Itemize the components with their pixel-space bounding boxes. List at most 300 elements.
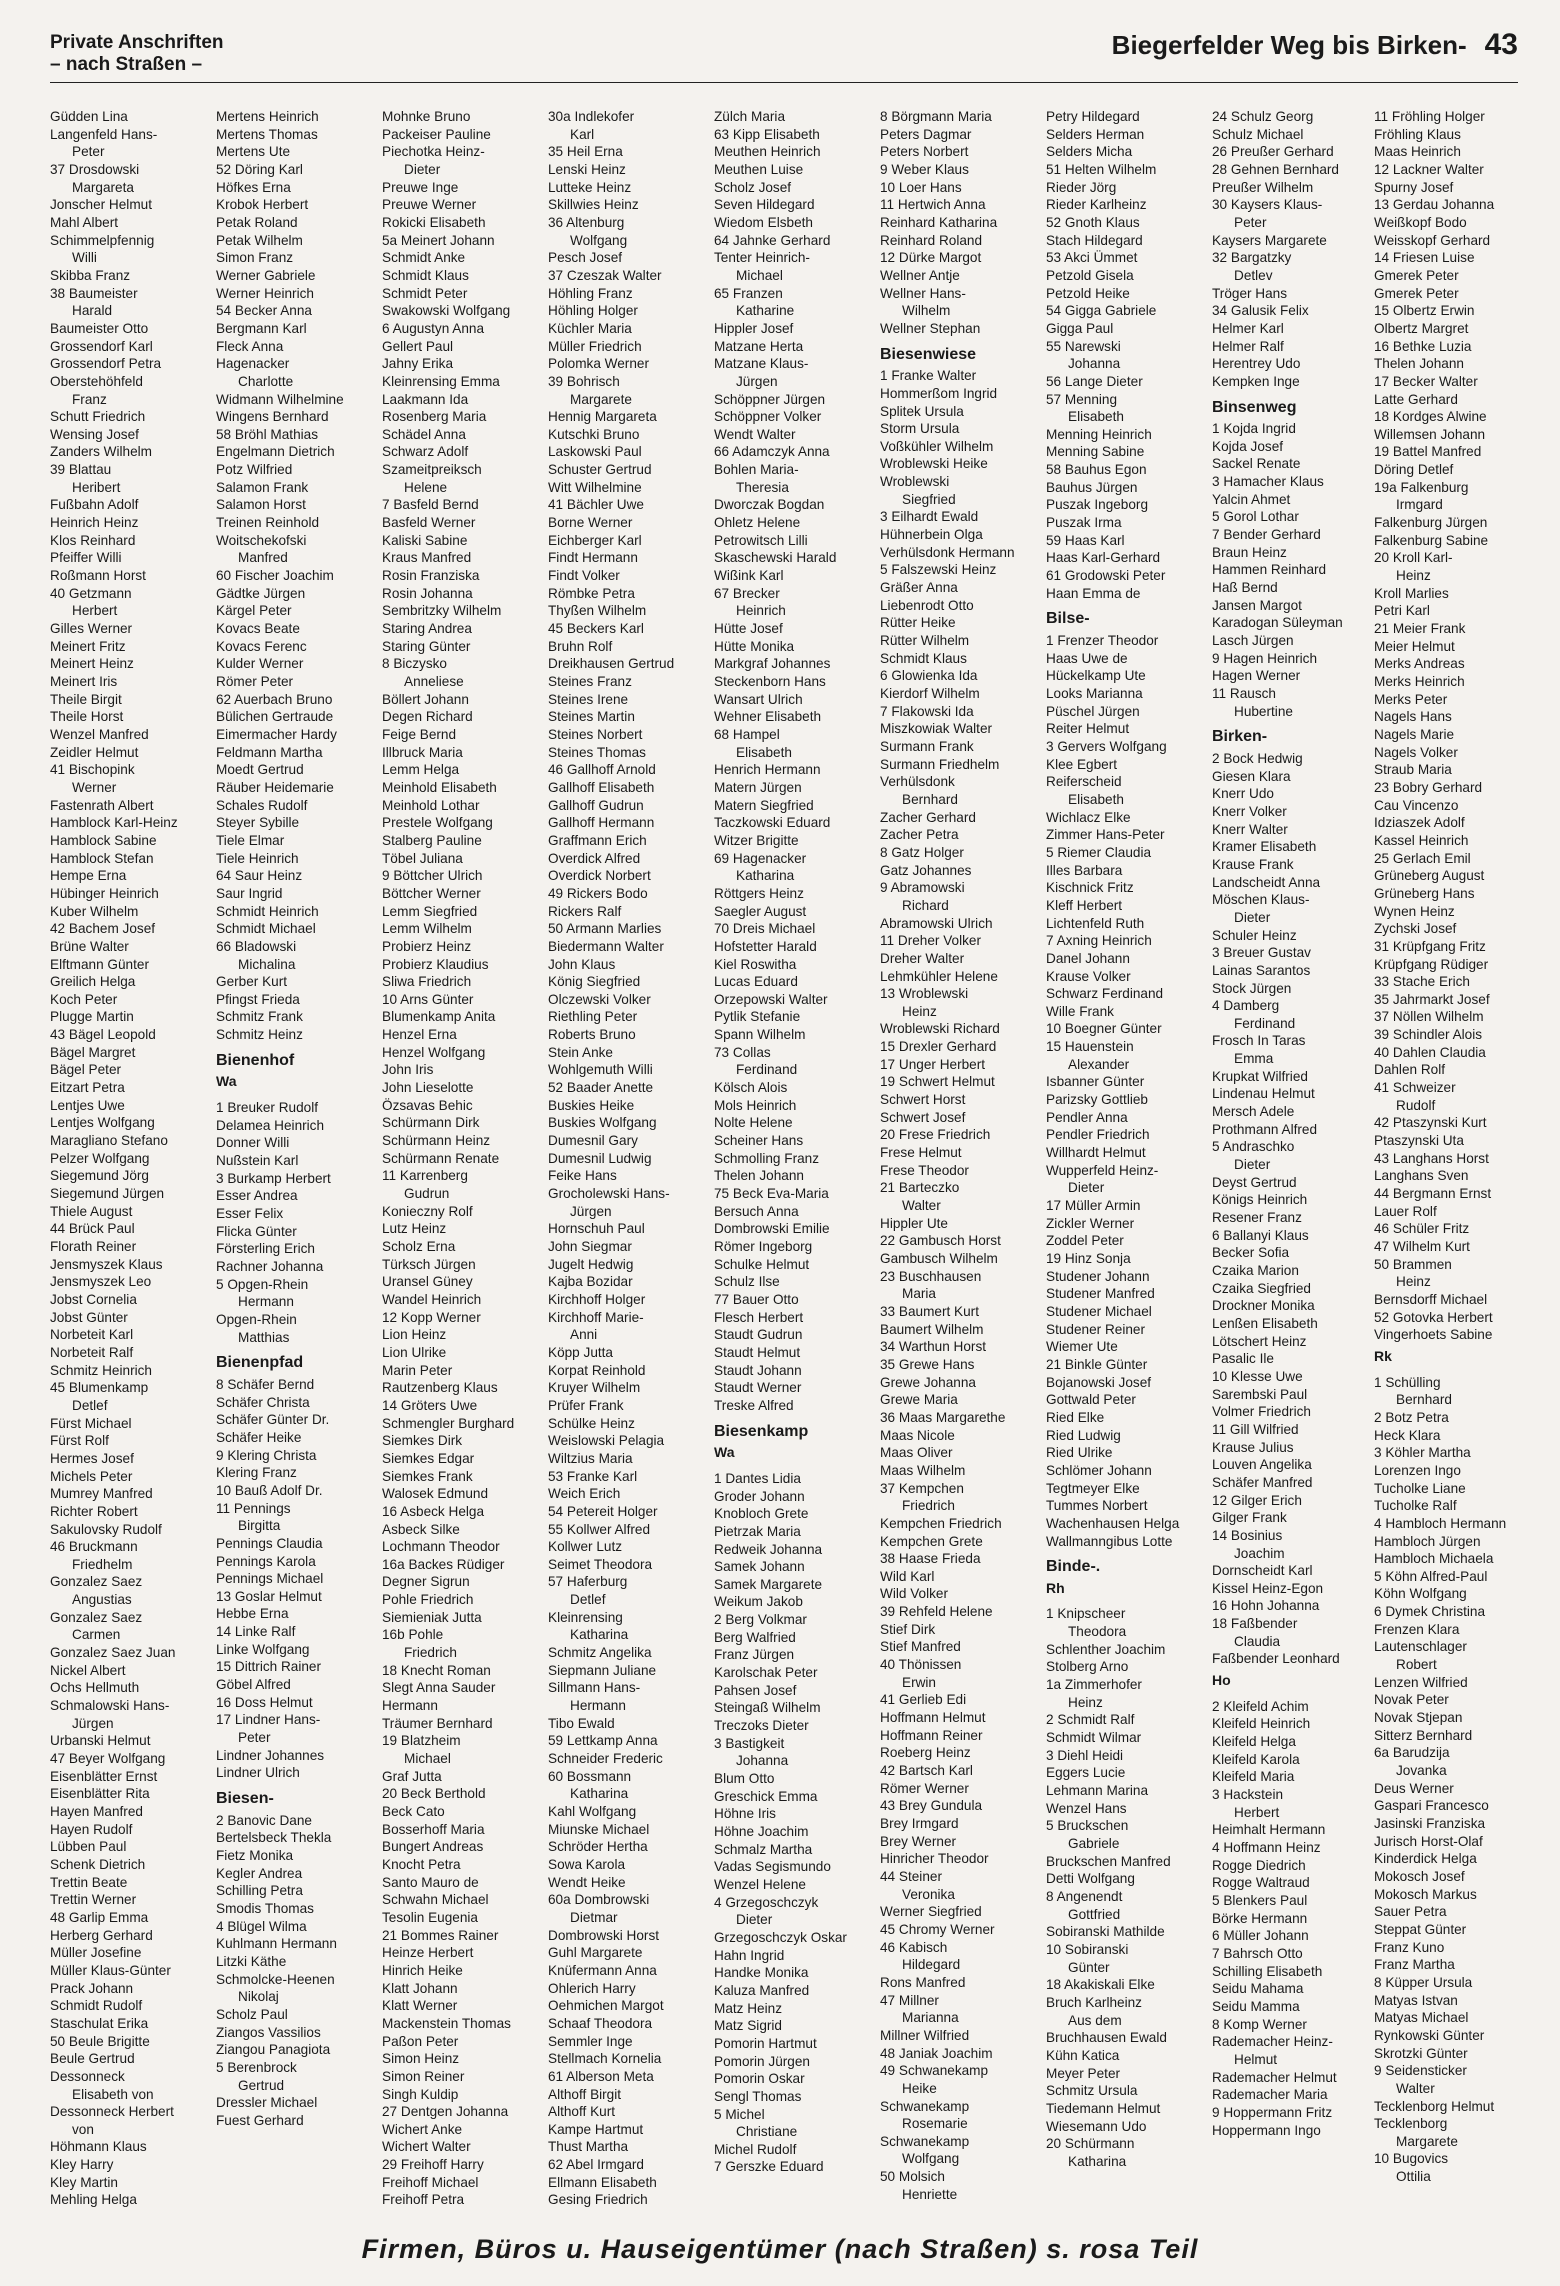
address-entry: Jansen Margot (1212, 597, 1302, 613)
address-entry: Menning Sabine (1046, 444, 1145, 460)
entry-continuation: Michael (404, 1751, 451, 1767)
street-heading: Biesen- (216, 1790, 274, 1808)
address-entry: 19 Hinz Sonja (1046, 1251, 1131, 1266)
address-entry: Kovacs Beate (216, 621, 300, 637)
address-entry: Wild Karl (880, 1568, 935, 1584)
address-entry: Wohlgemuth Willi (548, 1062, 653, 1078)
address-entry: 33 Baumert Kurt (880, 1303, 979, 1319)
address-entry: 14 Friesen Luise (1374, 250, 1475, 266)
entry-continuation: Wilhelm (902, 303, 951, 319)
address-entry: Seidu Mamma (1212, 1998, 1300, 2014)
address-entry: 17 Becker Walter (1374, 373, 1478, 389)
address-entry: Petri Karl (1374, 603, 1430, 619)
address-entry: 49 Rickers Bodo (548, 885, 648, 901)
address-entry: Steckenborn Hans (714, 674, 826, 689)
address-entry: 34 Galusik Felix (1212, 303, 1309, 319)
entry-continuation: Ferdinand (736, 1062, 798, 1078)
address-entry: Stellmach Kornelia (548, 2051, 662, 2067)
address-entry: Marin Peter (382, 1362, 453, 1378)
address-entry: 4 Damberg (1212, 998, 1280, 1014)
address-entry: Henzel Erna (382, 1027, 457, 1043)
address-entry: Kleifeld Karola (1212, 1751, 1300, 1767)
address-entry: Höhmann Klaus (50, 2139, 147, 2155)
address-entry: Beck Cato (382, 1804, 445, 1819)
address-entry: Rosenberg Maria (382, 409, 487, 425)
address-entry: 52 Gnoth Klaus (1046, 214, 1140, 230)
address-entry: Meinert Iris (50, 674, 118, 689)
address-entry: Schaaf Theodora (548, 2015, 653, 2031)
address-entry: 23 Bobry Gerhard (1374, 779, 1483, 795)
address-entry: Gellert Paul (382, 338, 454, 354)
address-entry: 5 Riemer Claudia (1046, 844, 1152, 860)
address-entry: Pfingst Frieda (216, 991, 300, 1007)
address-entry: Merks Peter (1374, 691, 1448, 707)
address-entry: 39 Blattau (50, 462, 112, 478)
address-entry: 3 Diehl Heidi (1046, 1747, 1124, 1763)
address-entry: Weislowski Pelagia (548, 1433, 665, 1449)
address-entry: 33 Stache Erich (1374, 974, 1470, 990)
address-entry: Reiferscheid (1046, 774, 1122, 790)
address-entry: Kegler Andrea (216, 1865, 303, 1881)
address-entry: 37 Czeszak Walter (548, 267, 662, 283)
address-entry: Kühn Katica (1046, 2047, 1120, 2063)
address-entry: 3 Köhler Martha (1374, 1445, 1471, 1461)
address-entry: Königs Heinrich (1212, 1192, 1308, 1208)
address-entry: Nolte Helene (714, 1115, 793, 1131)
address-entry: Probierz Heinz (382, 938, 472, 954)
address-entry: Müller Josefine (50, 1945, 142, 1961)
address-entry: 51 Helten Wilhelm (1046, 161, 1157, 177)
address-entry: Kirchhoff Marie- (548, 1309, 644, 1325)
entry-continuation: Günter (1068, 1959, 1110, 1975)
address-entry: Flicka Günter (216, 1223, 297, 1239)
address-entry: Rütter Heike (880, 615, 956, 631)
address-entry: Schürmann Heinz (382, 1133, 491, 1149)
address-entry: 68 Hampel (714, 726, 780, 742)
address-entry: Krüpfgang Rüdiger (1374, 956, 1489, 972)
address-entry: 11 Dreher Volker (880, 933, 981, 949)
entry-continuation: Katharina (570, 1627, 629, 1643)
address-entry: Zoddel Peter (1046, 1233, 1124, 1249)
address-entry: Gesing Friedrich (548, 2192, 648, 2208)
address-entry: Pennings Claudia (216, 1535, 323, 1551)
address-entry: Ohlerich Harry (548, 1980, 636, 1996)
address-entry: Eisenblätter Rita (50, 1786, 150, 1802)
address-entry: Matz Heinz (714, 2000, 782, 2016)
address-entry: Jurisch Horst-Olaf (1374, 1833, 1483, 1849)
address-entry: Türksch Jürgen (382, 1256, 476, 1272)
address-entry: Koch Peter (50, 991, 118, 1007)
address-entry: Beule Gertrud (50, 2051, 135, 2067)
address-entry: Lindner Ulrich (216, 1765, 300, 1781)
address-entry: Weißkopf Bodo (1374, 214, 1467, 230)
address-entry: 47 Millner (880, 1992, 939, 2008)
address-entry: Lutz Heinz (382, 1221, 447, 1237)
address-entry: 64 Jahnke Gerhard (714, 232, 831, 248)
address-entry: 44 Brück Paul (50, 1221, 135, 1237)
address-entry: Römbke Petra (548, 585, 635, 601)
address-entry: Markgraf Johannes (714, 656, 831, 672)
address-entry: Splitek Ursula (880, 403, 964, 419)
address-entry: 12 Kopp Werner (382, 1309, 481, 1325)
address-entry: Grewe Maria (880, 1392, 958, 1408)
address-entry: 36 Maas Margarethe (880, 1409, 1006, 1425)
address-entry: Kirchhoff Holger (548, 1291, 646, 1307)
address-entry: Jobst Günter (50, 1309, 128, 1325)
address-entry: 45 Beckers Karl (548, 621, 644, 637)
entry-continuation: Rudolf (1396, 1097, 1436, 1113)
address-entry: Olbertz Margret (1374, 320, 1469, 336)
address-entry: Laskowski Paul (548, 444, 642, 460)
address-entry: Schulke Helmut (714, 1256, 810, 1272)
address-entry: Bägel Peter (50, 1062, 122, 1078)
address-entry: Swakowski Wolfgang (382, 303, 511, 319)
address-entry: 6 Glowienka Ida (880, 668, 978, 684)
address-entry: Grewe Johanna (880, 1374, 976, 1390)
address-entry: Tiele Elmar (216, 832, 285, 848)
column-6 (880, 108, 1040, 2203)
entry-continuation: Joachim (1234, 1545, 1285, 1561)
address-entry: Lemm Siegfried (382, 903, 478, 919)
address-entry: Heinrich Heinz (50, 515, 139, 531)
address-entry: Faßbender Leonhard (1212, 1651, 1340, 1667)
address-entry: 19 Blatzheim (382, 1733, 461, 1749)
address-entry: Mokosch Josef (1374, 1868, 1465, 1884)
address-entry: Zanders Wilhelm (50, 444, 152, 460)
address-entry: 1 Schülling (1374, 1374, 1441, 1390)
address-entry: Orzepowski Walter (714, 991, 828, 1007)
address-entry: 18 Akakiskali Elke (1046, 1977, 1155, 1993)
address-entry: Kulder Werner (216, 656, 304, 672)
address-entry: 23 Buschhausen (880, 1268, 982, 1284)
entry-continuation: Marianna (902, 2010, 959, 2026)
address-entry: Lutteke Heinz (548, 179, 632, 195)
address-entry: Samek Johann (714, 1559, 805, 1575)
entry-continuation: Carmen (72, 1627, 121, 1643)
address-entry: 46 Schüler Fritz (1374, 1221, 1470, 1237)
address-entry: Pomorin Oskar (714, 2071, 805, 2087)
entry-continuation: Dieter (1068, 1180, 1105, 1196)
address-entry: Basfeld Werner (382, 515, 476, 531)
address-entry: Oberstehöhfeld (50, 373, 143, 389)
entry-continuation: Dieter (1234, 909, 1271, 925)
address-entry: Werner Gabriele (216, 267, 316, 283)
address-entry: Stalberg Pauline (382, 832, 482, 848)
address-entry: Falkenburg Jürgen (1374, 515, 1488, 531)
address-entry: Pelzer Wolfgang (50, 1150, 150, 1166)
address-entry: Mahl Albert (50, 214, 119, 230)
address-entry: Frenzen Klara (1374, 1621, 1460, 1637)
address-entry: Nagels Hans (1374, 709, 1452, 725)
address-entry: Vingerhoets Sabine (1374, 1327, 1493, 1343)
address-entry: Karolschak Peter (714, 1665, 818, 1681)
address-entry: 46 Bruckmann (50, 1539, 138, 1555)
address-entry: Gottwald Peter (1046, 1392, 1136, 1408)
address-entry: Bojanowski Josef (1046, 1374, 1152, 1390)
address-entry: Dumesnil Ludwig (548, 1150, 652, 1166)
address-entry: Schenk Dietrich (50, 1856, 146, 1872)
address-entry: 4 Grzegoschczyk (714, 1894, 819, 1910)
address-entry: Schröder Hertha (548, 1839, 648, 1855)
address-entry: 56 Lange Dieter (1046, 373, 1143, 389)
address-entry: 5 Andraschko (1212, 1139, 1295, 1155)
address-entry: Siepmann Juliane (548, 1662, 657, 1678)
address-entry: Bruch Karlheinz (1046, 1994, 1142, 2010)
address-entry: Wansart Ulrich (714, 691, 803, 707)
address-entry: Ried Ulrike (1046, 1445, 1113, 1461)
entry-continuation: Hildegard (902, 1957, 961, 1973)
address-entry: Jensmyszek Leo (50, 1274, 152, 1290)
address-entry: 37 Kempchen (880, 1480, 964, 1496)
district-code: Wa (216, 1073, 237, 1090)
address-entry: 61 Alberson Meta (548, 2068, 654, 2084)
address-entry: Miszkowiak Walter (880, 721, 993, 737)
address-entry: Kleifeld Heinrich (1212, 1716, 1311, 1732)
entry-continuation: Christiane (736, 2124, 798, 2140)
address-entry: Rokicki Elisabeth (382, 214, 486, 230)
address-entry: Wachenhausen Helga (1046, 1515, 1180, 1531)
address-entry: Sembritzky Wilhelm (382, 603, 502, 619)
address-entry: Probierz Klaudius (382, 956, 489, 972)
entry-continuation: Ferdinand (1234, 1015, 1296, 1031)
address-entry: Schmidt Anke (382, 250, 466, 266)
address-entry: Landscheidt Anna (1212, 874, 1321, 890)
address-entry: 4 Hambloch Hermann (1374, 1515, 1507, 1531)
address-entry: 16 Asbeck Helga (382, 1503, 485, 1519)
district-code: Rh (1046, 1579, 1065, 1596)
address-entry: 1a Zimmerhofer (1046, 1677, 1142, 1693)
address-entry: Schutt Friedrich (50, 409, 146, 425)
entry-continuation: Veronika (902, 1886, 955, 1902)
address-entry: Fastenrath Albert (50, 797, 154, 813)
address-entry: Althoff Kurt (548, 2104, 615, 2120)
address-entry: Franz Kuno (1374, 1939, 1445, 1955)
address-entry: 19 Schwert Helmut (880, 1074, 995, 1090)
address-entry: Hayen Rudolf (50, 1821, 133, 1837)
address-entry: 47 Beyer Wolfgang (50, 1751, 166, 1767)
address-entry: Pasalic Ile (1212, 1351, 1274, 1367)
address-entry: 48 Garlip Emma (50, 1909, 149, 1925)
address-entry: Petrowitsch Lilli (714, 532, 808, 548)
address-entry: Flesch Herbert (714, 1309, 804, 1325)
address-entry: Wenzel Hans (1046, 1800, 1127, 1816)
address-entry: Overdick Alfred (548, 850, 641, 866)
address-entry: Petzold Gisela (1046, 267, 1134, 283)
entry-continuation: Matthias (238, 1329, 290, 1345)
address-entry: Sakulovsky Rudolf (50, 1521, 162, 1537)
address-entry: Schäfer Heike (216, 1429, 302, 1445)
address-entry: Overdick Norbert (548, 868, 651, 884)
address-entry: Ellmann Elisabeth (548, 2174, 657, 2190)
address-entry: Deyst Gertrud (1212, 1174, 1297, 1190)
address-entry: 57 Menning (1046, 391, 1118, 407)
address-entry: Sengl Thomas (714, 2088, 802, 2104)
address-entry: Plugge Martin (50, 1009, 134, 1025)
address-entry: Simon Reiner (382, 2068, 465, 2084)
address-entry: Petry Hildegard (1046, 109, 1140, 124)
address-entry: Lötschert Heinz (1212, 1333, 1307, 1349)
address-entry: Graffmann Erich (548, 832, 647, 848)
address-entry: Hagen Werner (1212, 668, 1301, 684)
address-entry: Bruhn Rolf (548, 638, 613, 654)
address-entry: Knerr Volker (1212, 803, 1287, 819)
address-entry: Millner Wilfried (880, 2027, 970, 2043)
address-entry: Schwanekamp (880, 2098, 970, 2114)
address-entry: Maragliano Stefano (50, 1133, 168, 1149)
address-entry: Hambloch Michaela (1374, 1551, 1494, 1567)
address-entry: Träumer Bernhard (382, 1715, 493, 1731)
address-entry: Schilling Elisabeth (1212, 1963, 1323, 1979)
address-entry: Meuthen Heinrich (714, 144, 821, 160)
address-entry: Novak Peter (1374, 1692, 1449, 1708)
address-entry: 11 Hertwich Anna (880, 197, 986, 213)
address-entry: 55 Kollwer Alfred (548, 1521, 651, 1537)
address-entry: Lochmann Theodor (382, 1539, 500, 1555)
address-entry: 7 Basfeld Bernd (382, 497, 479, 513)
address-entry: 40 Getzmann (50, 585, 132, 601)
address-entry: 61 Grodowski Peter (1046, 568, 1166, 584)
address-entry: Schülke Heinz (548, 1415, 635, 1431)
address-entry: Sauer Petra (1374, 1904, 1447, 1920)
entry-continuation: Hermann (238, 1294, 294, 1310)
address-entry: Kölsch Alois (714, 1080, 788, 1096)
address-entry: Brey Werner (880, 1833, 957, 1849)
address-entry: Kajba Bozidar (548, 1274, 633, 1290)
address-entry: 50 Brammen (1374, 1256, 1452, 1272)
address-entry: Gallhoff Hermann (548, 815, 655, 831)
address-entry: Pomorin Jürgen (714, 2053, 810, 2069)
address-entry: 20 Beck Berthold (382, 1786, 486, 1802)
address-entry: Lenzen Wilfried (1374, 1674, 1468, 1690)
entry-continuation: Johanna (736, 1753, 789, 1769)
address-entry: Heinze Herbert (382, 1945, 474, 1961)
address-entry: 1 Knipscheer (1046, 1606, 1126, 1622)
address-entry: 18 Kordges Alwine (1374, 409, 1487, 425)
address-entry: Meinert Heinz (50, 656, 134, 672)
address-entry: Schlenther Joachim (1046, 1641, 1166, 1657)
address-entry: 4 Hoffmann Heinz (1212, 1840, 1321, 1855)
address-entry: 22 Gambusch Horst (880, 1233, 1001, 1249)
entry-continuation: Hermann (570, 1698, 626, 1714)
address-entry: Preuwe Inge (382, 179, 459, 195)
address-entry: Göbel Alfred (216, 1677, 291, 1693)
address-entry: 44 Bergmann Ernst (1374, 1186, 1492, 1202)
address-entry: 1 Kojda Ingrid (1212, 421, 1296, 437)
address-entry: Schuler Heinz (1212, 927, 1297, 943)
address-entry: 11 Fröhling Holger (1374, 109, 1485, 124)
column-7 (1046, 108, 1206, 2170)
address-entry: Saegler August (714, 903, 807, 919)
address-entry: Seven Hildegard (714, 197, 815, 213)
entry-continuation: Margarete (570, 391, 632, 407)
address-entry: Böttcher Werner (382, 885, 481, 901)
address-entry: 2 Berg Volkmar (714, 1612, 807, 1628)
address-entry: Eggers Lucie (1046, 1765, 1126, 1781)
entry-continuation: Peter (238, 1730, 271, 1746)
address-entry: Wiemer Ute (1046, 1339, 1118, 1355)
address-entry: 50 Molsich (880, 2169, 945, 2185)
address-entry: 8 Angenendt (1046, 1888, 1123, 1904)
address-entry: Peters Dagmar (880, 126, 972, 142)
address-entry: 21 Bommes Rainer (382, 1927, 499, 1943)
address-entry: Matern Jürgen (714, 779, 802, 795)
address-entry: Werner Heinrich (216, 285, 314, 301)
address-entry: Matyas Michael (1374, 2010, 1469, 2026)
address-entry: 17 Unger Herbert (880, 1056, 986, 1072)
address-entry: Ochs Hellmuth (50, 1680, 140, 1696)
address-entry: Laakmann Ida (382, 391, 469, 407)
address-entry: 35 Grewe Hans (880, 1356, 975, 1372)
address-entry: Grocholewski Hans- (548, 1186, 670, 1202)
address-entry: 16 Doss Helmut (216, 1694, 313, 1710)
address-entry: 7 Flakowski Ida (880, 703, 974, 719)
address-entry: Samek Margarete (714, 1576, 823, 1592)
address-entry: Küchler Maria (548, 320, 632, 336)
address-entry: Spann Wilhelm (714, 1027, 806, 1043)
address-entry: 18 Knecht Roman (382, 1662, 491, 1678)
address-entry: 66 Bladowski (216, 938, 297, 954)
address-entry: Rachner Johanna (216, 1259, 324, 1274)
street-heading: Birken- (1212, 728, 1268, 746)
address-entry: Röttgers Heinz (714, 885, 804, 901)
address-entry: Frese Helmut (880, 1145, 962, 1161)
address-entry: 34 Warthun Horst (880, 1339, 987, 1355)
street-heading: Biesenwiese (880, 345, 977, 363)
address-entry: Thust Martha (548, 2139, 629, 2155)
address-entry: Becker Sofia (1212, 1245, 1290, 1261)
entry-continuation: Detlev (1234, 267, 1273, 283)
address-entry: Hermann (382, 1698, 438, 1714)
address-entry: Petak Roland (216, 214, 298, 230)
address-entry: Grossendorf Petra (50, 356, 162, 372)
entry-continuation: Heinz (1396, 1274, 1431, 1290)
address-entry: Roeberg Heinz (880, 1745, 971, 1761)
street-heading: Bilse- (1046, 610, 1090, 628)
address-entry: 21 Barteczko (880, 1180, 960, 1196)
address-entry: Simon Franz (216, 250, 294, 266)
entry-continuation: Dieter (1234, 1157, 1271, 1173)
entry-continuation: Aus dem (1068, 2012, 1122, 2028)
address-entry: 29 Freihoff Harry (382, 2157, 484, 2173)
entry-continuation: Friedrich (902, 1498, 955, 1514)
address-entry: Jensmyszek Klaus (50, 1256, 163, 1272)
address-entry: Pahsen Josef (714, 1682, 797, 1698)
address-entry: Höhling Franz (548, 285, 633, 301)
address-entry: Kroll Marlies (1374, 585, 1449, 601)
address-entry: Moedt Gertrud (216, 762, 304, 778)
address-entry: Jasinski Franziska (1374, 1816, 1486, 1831)
address-entry: Schmalz Martha (714, 1841, 813, 1857)
address-entry: 63 Kipp Elisabeth (714, 126, 820, 142)
address-entry: Helmer Ralf (1212, 338, 1284, 354)
address-entry: Lorenzen Ingo (1374, 1462, 1461, 1478)
entry-continuation: Charlotte (238, 373, 294, 389)
address-entry: Hornschuh Paul (548, 1221, 645, 1237)
address-entry: Schneider Frederic (548, 1751, 663, 1767)
address-entry: Rickers Ralf (548, 903, 622, 919)
address-entry: Jonscher Helmut (50, 197, 152, 213)
address-entry: Czaika Marion (1212, 1263, 1299, 1278)
address-entry: Siemkes Frank (382, 1468, 473, 1484)
address-entry: Gräßer Anna (880, 580, 958, 596)
entry-continuation: Heinz (1396, 568, 1431, 584)
address-entry: Dumesnil Gary (548, 1133, 638, 1149)
address-entry: Novak Stjepan (1374, 1710, 1463, 1726)
address-entry: Florath Reiner (50, 1239, 137, 1254)
address-entry: Asbeck Silke (382, 1521, 460, 1537)
address-entry: Kruyer Wilhelm (548, 1380, 641, 1396)
address-entry: Pennings Karola (216, 1553, 316, 1569)
